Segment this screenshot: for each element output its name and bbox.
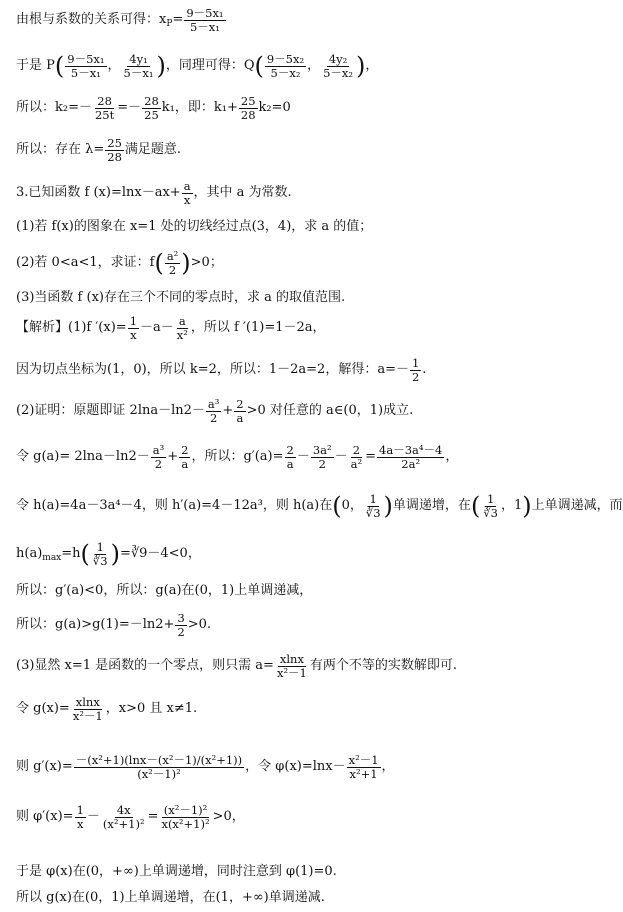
text-run: ，所以：g′(a)= bbox=[191, 449, 284, 464]
numerator: 9－5x₁ bbox=[67, 51, 105, 66]
large-paren: ( bbox=[332, 492, 342, 520]
fraction bbox=[105, 137, 124, 164]
text-run: (3)当函数 f (x)存在三个不同的零点时，求 a 的取值范围. bbox=[16, 290, 346, 305]
text-run: ， bbox=[445, 449, 459, 464]
text-run: ， bbox=[365, 58, 379, 73]
text-run: (2)若 0<a<1，求证：f bbox=[16, 255, 155, 270]
denominator: 2 bbox=[209, 410, 218, 425]
numerator: 1 bbox=[411, 355, 420, 370]
fraction bbox=[321, 53, 355, 80]
numerator: 1 bbox=[369, 491, 377, 506]
numerator: 28 bbox=[97, 93, 112, 108]
text-run: 【解析】(1)f ′(x)= bbox=[16, 320, 127, 335]
numerator: －(x²+1)(lnx－(x²－1)/(x²+1)) bbox=[75, 752, 243, 767]
fraction bbox=[311, 444, 334, 471]
fraction bbox=[206, 398, 221, 425]
text-line bbox=[16, 4, 586, 36]
text-run: = bbox=[365, 449, 377, 464]
subscript: max bbox=[42, 553, 62, 563]
fraction bbox=[101, 804, 147, 831]
fraction bbox=[74, 754, 244, 781]
text-run: ，其中 a 为常数. bbox=[193, 185, 292, 200]
fraction bbox=[175, 315, 190, 342]
text-line bbox=[16, 134, 586, 166]
text-run: － bbox=[86, 809, 100, 824]
numerator: 2 bbox=[236, 396, 244, 411]
fraction bbox=[75, 804, 86, 831]
denominator: (x²+1)² bbox=[102, 816, 145, 831]
fraction bbox=[347, 754, 381, 781]
numerator: 1 bbox=[486, 491, 495, 506]
denominator: x²－1 bbox=[276, 665, 307, 680]
numerator: 2 bbox=[352, 442, 361, 457]
text-run: ， bbox=[107, 58, 121, 73]
fraction bbox=[151, 444, 166, 471]
denominator: x²－1 bbox=[72, 708, 103, 723]
text-run: >0； bbox=[190, 255, 223, 270]
denominator: 25 bbox=[144, 107, 159, 122]
fraction bbox=[182, 180, 193, 207]
fraction bbox=[349, 444, 364, 471]
fraction bbox=[275, 653, 309, 680]
denominator: x bbox=[130, 327, 137, 342]
text-run: － bbox=[334, 449, 348, 464]
text-run: + bbox=[222, 403, 234, 418]
text-line bbox=[16, 92, 586, 124]
fraction bbox=[175, 612, 186, 639]
numerator: 9－5x₂ bbox=[266, 51, 305, 66]
fraction bbox=[65, 53, 106, 80]
text-run: k₂=0 bbox=[258, 100, 291, 115]
text-run: 于是 P bbox=[16, 58, 55, 73]
large-paren: ( bbox=[254, 52, 264, 80]
fraction bbox=[128, 315, 139, 342]
numerator: a² bbox=[166, 248, 179, 263]
text-run: ，所以 f ′(1)=1－2a， bbox=[190, 320, 326, 335]
numerator: x²－1 bbox=[348, 752, 379, 767]
numerator: 2 bbox=[181, 442, 189, 457]
denominator: 28 bbox=[240, 107, 256, 122]
large-paren: ) bbox=[110, 540, 120, 568]
fraction bbox=[159, 804, 211, 831]
numerator: a bbox=[178, 313, 186, 328]
denominator: a² bbox=[350, 456, 363, 471]
denominator: x bbox=[183, 192, 191, 207]
text-run: ，同理可得：Q bbox=[165, 58, 255, 73]
fraction bbox=[179, 444, 190, 471]
text-run: =h bbox=[61, 546, 81, 561]
text-run: 由根与系数的关系可得：x bbox=[16, 12, 167, 27]
fraction bbox=[239, 95, 258, 122]
text-run: 所以：k₂=－ bbox=[16, 100, 92, 115]
text-line bbox=[16, 216, 586, 238]
denominator: a bbox=[286, 456, 294, 471]
denominator: ∛3 bbox=[483, 505, 498, 520]
large-paren: ( bbox=[470, 492, 481, 520]
numerator: a³ bbox=[207, 396, 220, 411]
text-line bbox=[16, 441, 586, 473]
numerator: 28 bbox=[144, 93, 159, 108]
text-line bbox=[16, 355, 586, 385]
fraction bbox=[71, 696, 105, 723]
fraction bbox=[265, 53, 306, 80]
text-line bbox=[16, 580, 586, 602]
text-run: 有两个不等的实数解即可. bbox=[309, 658, 458, 673]
text-line bbox=[16, 610, 586, 640]
numerator: xlnx bbox=[75, 694, 100, 709]
text-run: 3.已知函数 f (x)=lnx－ax+ bbox=[16, 185, 181, 200]
text-run: 令 g(x)= bbox=[16, 701, 70, 716]
text-run: + bbox=[167, 449, 179, 464]
text-run: (1)若 f(x)的图象在 x=1 处的切线经过点(3，4)，求 a 的值； bbox=[16, 219, 373, 234]
large-paren: ) bbox=[181, 249, 191, 277]
text-line bbox=[16, 46, 586, 86]
text-run: 所以 g(x)在(0，1)上单调递增，在(1，+∞)单调递减. bbox=[16, 890, 325, 905]
text-run: ，x>0 且 x≠1. bbox=[105, 701, 198, 716]
fraction bbox=[184, 7, 225, 34]
text-run: (3)显然 x=1 是函数的一个零点，则只需 a= bbox=[16, 658, 274, 673]
text-run: = bbox=[147, 809, 159, 824]
numerator: (x²－1)² bbox=[163, 802, 208, 817]
numerator: a³ bbox=[152, 442, 165, 457]
text-run: －a－ bbox=[140, 320, 174, 335]
numerator: 3a² bbox=[312, 442, 332, 457]
text-run: >0. bbox=[187, 617, 212, 632]
text-run: 则 φ′(x)= bbox=[16, 809, 74, 824]
denominator: 2 bbox=[177, 624, 185, 639]
denominator: 2 bbox=[411, 369, 420, 384]
denominator: x(x²+1)² bbox=[161, 816, 210, 831]
numerator: 4y₁ bbox=[129, 51, 148, 66]
numerator: 9－5x₁ bbox=[186, 5, 224, 20]
fraction bbox=[142, 95, 161, 122]
numerator: xlnx bbox=[279, 651, 304, 666]
text-line bbox=[16, 650, 586, 682]
text-line bbox=[16, 888, 586, 908]
denominator: ∛3 bbox=[365, 505, 381, 520]
denominator: 5－x₁ bbox=[70, 65, 101, 80]
text-run: ，令 φ(x)=lnx－ bbox=[245, 759, 346, 774]
numerator: a bbox=[183, 178, 191, 193]
text-run: ，1 bbox=[500, 498, 523, 513]
fraction bbox=[93, 95, 116, 122]
text-line bbox=[16, 800, 586, 834]
denominator: 5－x₁ bbox=[123, 65, 154, 80]
text-run: 所以：g′(a)<0，所以：g(a)在(0，1)上单调递减， bbox=[16, 583, 313, 598]
text-line bbox=[16, 313, 586, 343]
fraction bbox=[122, 53, 156, 80]
denominator: 2 bbox=[168, 262, 177, 277]
text-run: 所以：g(a)>g(1)=－ln2+ bbox=[16, 617, 175, 632]
fraction bbox=[377, 444, 444, 471]
denominator: a bbox=[236, 410, 244, 425]
numerator: 1 bbox=[76, 802, 84, 817]
fraction bbox=[234, 398, 245, 425]
numerator: 4x bbox=[116, 802, 131, 817]
text-run: 满足题意. bbox=[124, 142, 182, 157]
text-run: >0 对任意的 a∈(0，1)成立. bbox=[246, 403, 414, 418]
fraction bbox=[364, 493, 383, 520]
denominator: x² bbox=[176, 327, 188, 342]
subscript: P bbox=[166, 19, 173, 29]
text-run: － bbox=[296, 449, 310, 464]
large-paren: ) bbox=[522, 492, 532, 520]
text-run: h(a) bbox=[16, 546, 43, 561]
text-run: 0， bbox=[341, 498, 363, 513]
denominator: x bbox=[76, 816, 84, 831]
text-run: 令 g(a)= 2lna－ln2－ bbox=[16, 449, 150, 464]
text-run: =－ bbox=[117, 100, 142, 115]
text-line bbox=[16, 737, 586, 797]
text-run: k₁，即：k₁+ bbox=[161, 100, 238, 115]
text-run: 单调递增，在 bbox=[392, 498, 471, 513]
large-paren: ) bbox=[383, 492, 393, 520]
text-line bbox=[16, 178, 586, 208]
text-line bbox=[16, 862, 586, 882]
denominator: a bbox=[181, 456, 189, 471]
text-run: 令 h(a)=4a－3a⁴－4，则 h′(a)=4－12a³，则 h(a)在 bbox=[16, 498, 333, 513]
denominator: 2 bbox=[318, 456, 326, 471]
numerator: 1 bbox=[96, 539, 104, 554]
text-line bbox=[16, 534, 586, 574]
text-run: 上单调递减，而 bbox=[531, 498, 623, 513]
denominator: 2a² bbox=[401, 456, 421, 471]
denominator: ∛3 bbox=[92, 553, 108, 568]
denominator: 5－x₂ bbox=[270, 65, 301, 80]
text-run: 则 g′(x)= bbox=[16, 759, 73, 774]
fraction bbox=[410, 357, 421, 384]
denominator: 5－x₂ bbox=[323, 65, 354, 80]
numerator: 2 bbox=[286, 442, 294, 457]
text-run: ， bbox=[307, 58, 321, 73]
text-run: 因为切点坐标为(1，0)，所以 k=2，所以：1－2a=2，解得：a=－ bbox=[16, 362, 409, 377]
text-line bbox=[16, 693, 586, 725]
large-paren: ( bbox=[80, 540, 90, 568]
text-run: 所以：存在 λ= bbox=[16, 142, 105, 157]
numerator: 25 bbox=[240, 93, 256, 108]
text-line bbox=[16, 246, 586, 280]
numerator: 4y₂ bbox=[328, 51, 348, 66]
denominator: 5－x₁ bbox=[189, 19, 220, 34]
fraction bbox=[285, 444, 296, 471]
text-line bbox=[16, 287, 586, 309]
text-line bbox=[16, 486, 623, 526]
text-run: >0， bbox=[212, 809, 245, 824]
denominator: 2 bbox=[154, 456, 163, 471]
text-run: (2)证明：原题即证 2lna－ln2－ bbox=[16, 403, 205, 418]
large-paren: ) bbox=[156, 52, 166, 80]
denominator: x²+1 bbox=[349, 766, 378, 781]
denominator: 28 bbox=[107, 149, 122, 164]
numerator: 4a－3a⁴－4 bbox=[379, 442, 443, 457]
denominator: (x²－1)² bbox=[137, 766, 181, 781]
numerator: 1 bbox=[129, 313, 138, 328]
numerator: 3 bbox=[177, 610, 185, 625]
text-run: . bbox=[422, 362, 427, 377]
text-run: =∛9－4<0， bbox=[119, 546, 201, 561]
large-paren: ( bbox=[154, 249, 164, 277]
fraction bbox=[165, 250, 180, 277]
large-paren: ( bbox=[54, 52, 65, 80]
large-paren: ) bbox=[356, 52, 366, 80]
text-run: = bbox=[172, 12, 184, 27]
denominator: 25t bbox=[94, 107, 115, 122]
text-run: 于是 φ(x)在(0，+∞)上单调递增，同时注意到 φ(1)=0. bbox=[16, 864, 337, 879]
text-line bbox=[16, 396, 586, 426]
fraction bbox=[481, 493, 500, 520]
numerator: 25 bbox=[107, 135, 122, 150]
text-run: ， bbox=[381, 759, 395, 774]
fraction bbox=[91, 541, 110, 568]
